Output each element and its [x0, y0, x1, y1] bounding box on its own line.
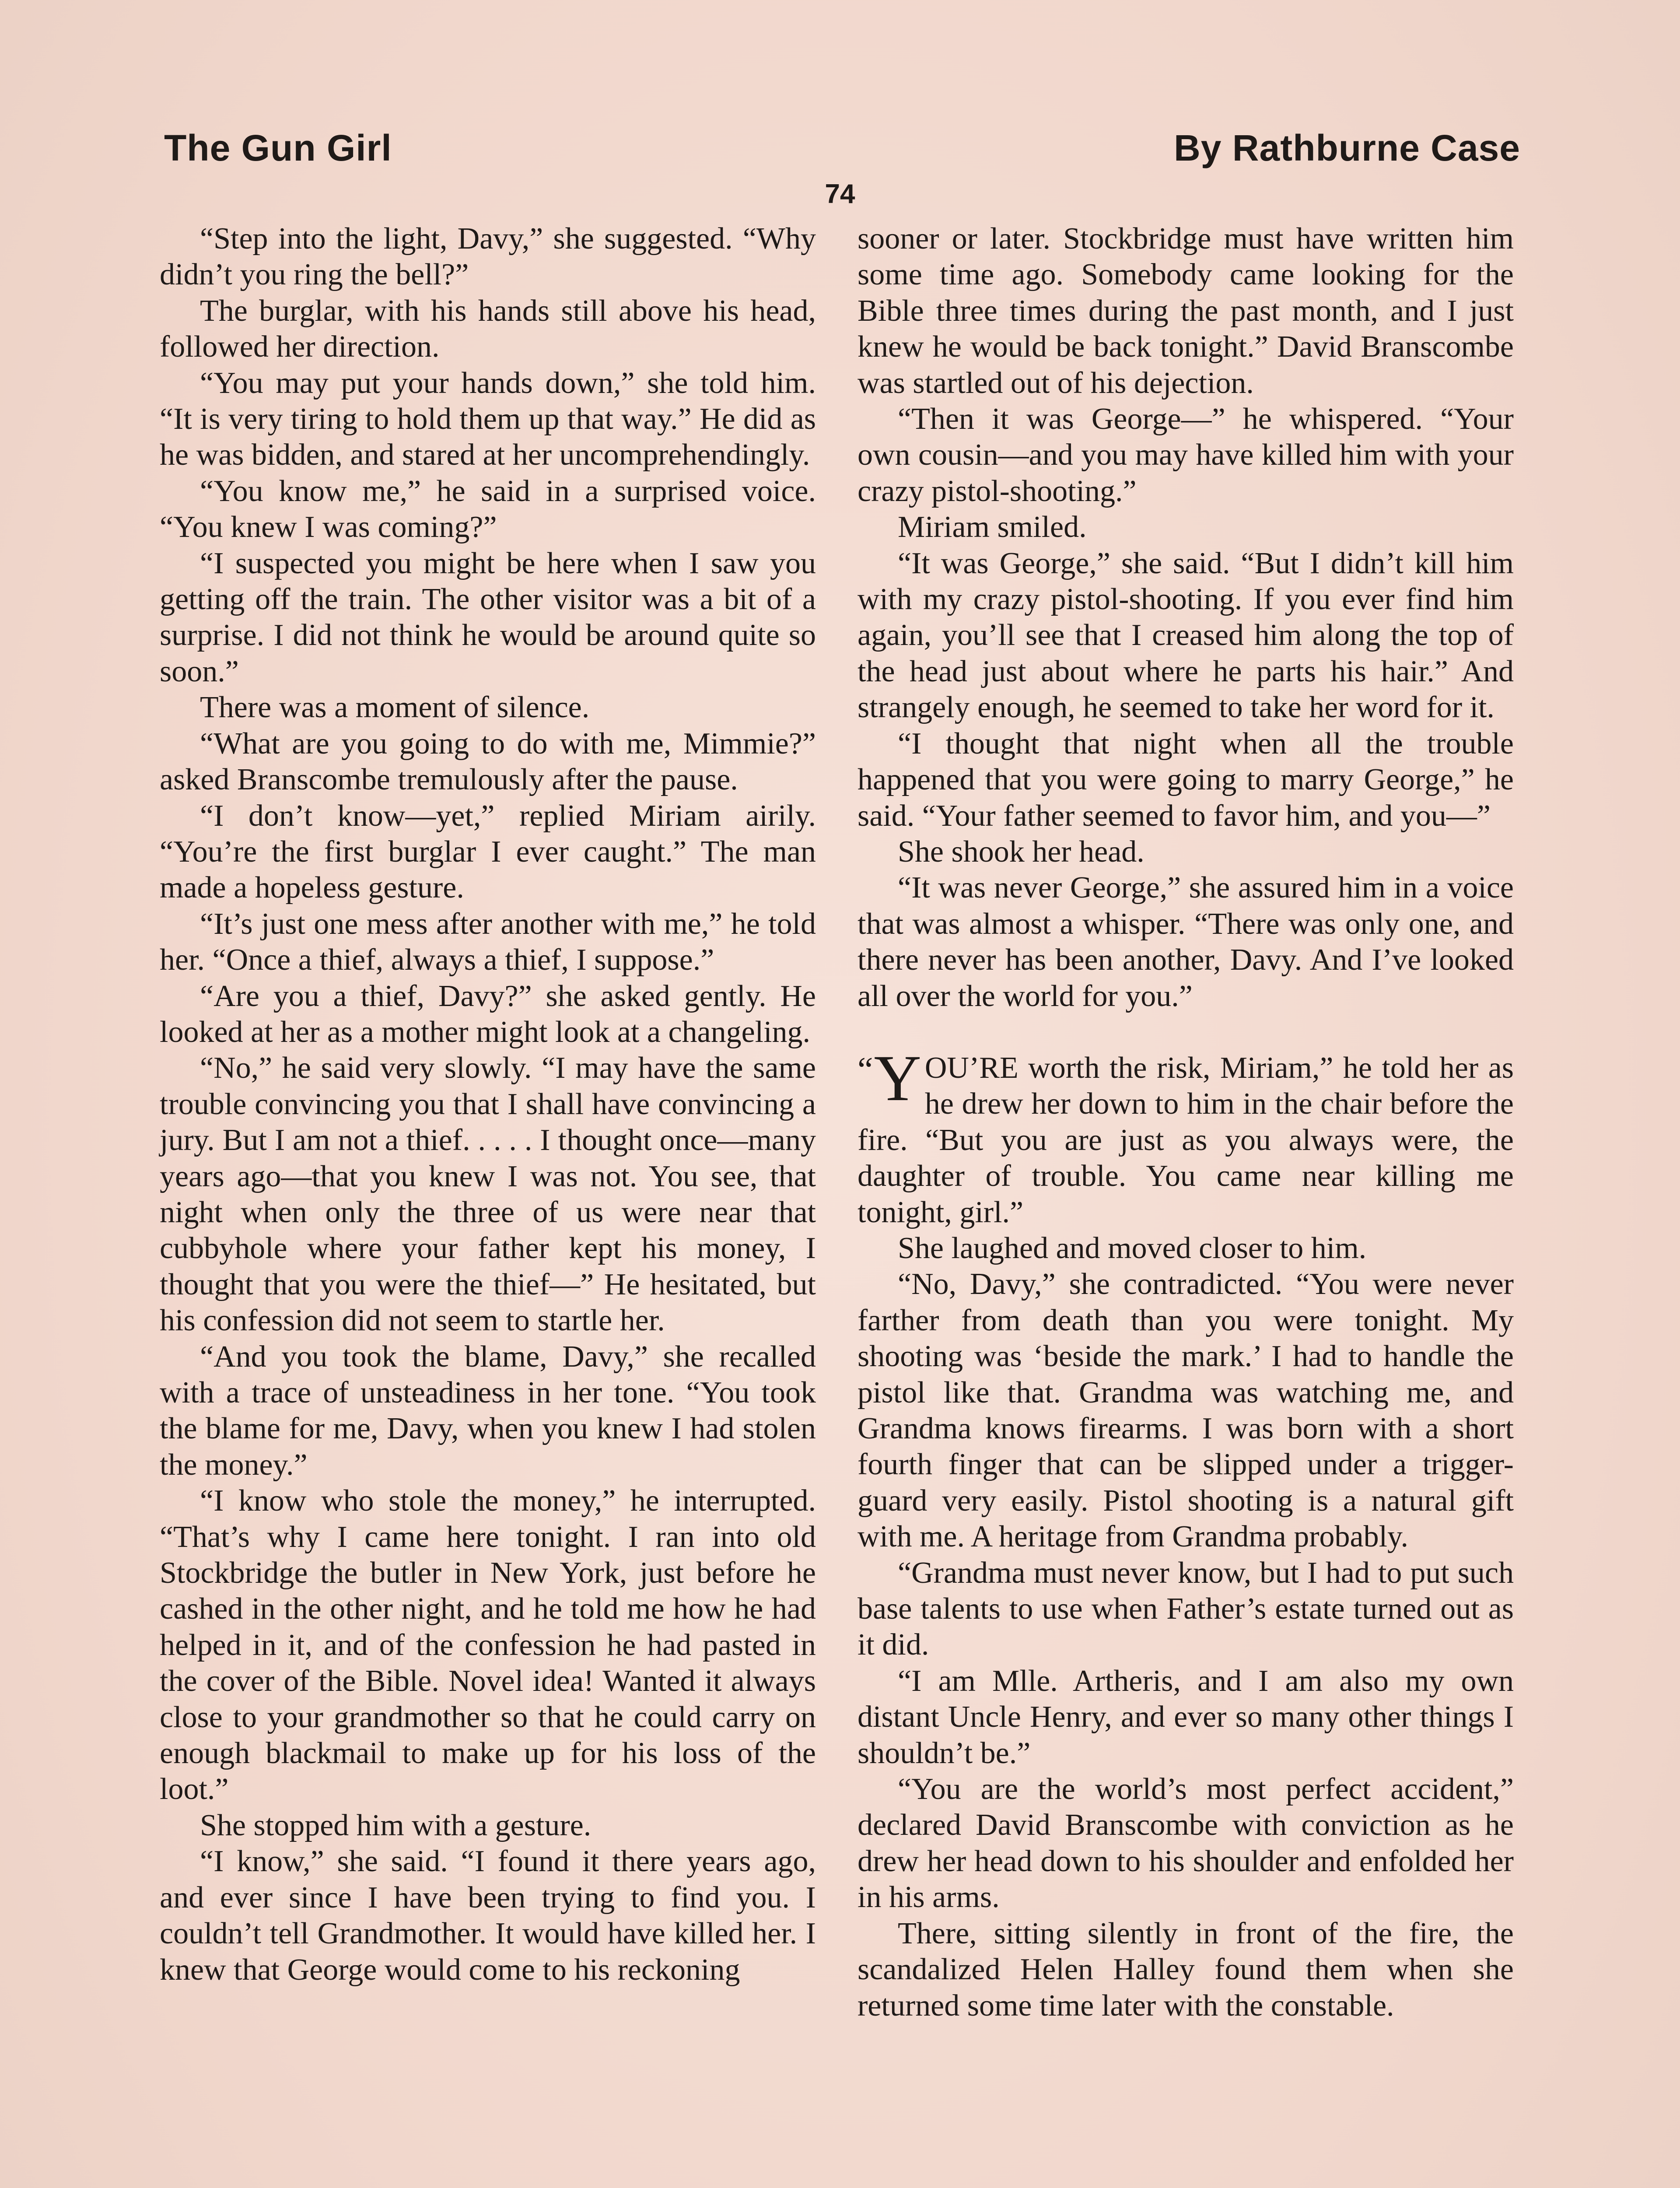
paragraph: “No, Davy,” she contradicted. “You were never farther from death than you were tonight. My shooting was ‘beside the mark.’ I had to handle the pistol like that. Grandma was watching me, and Grandma knows firearms. I was born with a short fourth finger that can be slipped under a trigger-guard very easily. Pistol shooting is a natural gift with me. A heritage from Grandma probably.: [858, 1267, 1514, 1554]
paragraph: Miriam smiled.: [898, 510, 1087, 544]
paragraph: “Grandma must never know, but I had to put such base talents to use when Father’s estate turned out as it did.: [858, 1556, 1514, 1662]
paragraph: “What are you going to do with me, Mimmie?” asked Branscombe tremulously after the pause.: [160, 726, 816, 797]
paragraph: “It was never George,” she assured him in a voice that was almost a whisper. “There was only one, and there never has been another, Davy. And I’ve looked all over the world for you.”: [858, 871, 1514, 1013]
dropcap-paragraph: [858, 1041, 1514, 1231]
paragraph: “I suspected you might be here when I saw you getting off the train. The other visitor was a bit of a surprise. I did not think he would be around quite so soon.”: [160, 546, 816, 688]
paragraph: “It’s just one mess after another with me,” he told her. “Once a thief, always a thief, I suppose.”: [160, 907, 816, 977]
paragraph: “You are the world’s most perfect accident,” declared David Branscombe with conviction as he drew her head down to his shoulder and enfolded her in his arms.: [858, 1772, 1514, 1914]
paragraph: There was a moment of silence.: [200, 691, 590, 725]
paragraph: There, sitting silently in front of the fire, the scandalized Helen Halley found them when she returned some time later with the constable.: [858, 1916, 1514, 2023]
paragraph: She shook her head.: [898, 835, 1144, 869]
story-title: The Gun Girl: [164, 127, 392, 168]
dropcap-quote: “: [858, 1050, 873, 1089]
paragraph: The burglar, with his hands still above his head, followed her direction.: [160, 294, 816, 364]
right-column: [858, 221, 1514, 2024]
paragraph: She laughed and moved closer to him.: [898, 1231, 1367, 1265]
story-author: By Rathburne Case: [1174, 127, 1520, 168]
left-column: [160, 221, 816, 1988]
paragraph: “I know,” she said. “I found it there years ago, and ever since I have been trying to find you. I couldn’t tell Grandmother. It would have killed her. I knew that George would come to his reckoning: [160, 1844, 816, 1987]
paragraph: sooner or later. Stockbridge must have written him some time ago. Somebody came looking for the Bible three times during the past month, and I just knew he would be back tonight.” David Branscombe was startled out of his dejection.: [858, 222, 1514, 400]
paragraph: “And you took the blame, Davy,” she recalled with a trace of unsteadiness in her tone. “You took the blame for me, Davy, when you knew I had stolen the money.”: [160, 1339, 816, 1482]
paragraph: “Are you a thief, Davy?” she asked gently. He looked at her as a mother might look at a changeling.: [160, 979, 816, 1049]
paragraph: “I don’t know—yet,” replied Miriam airily. “You’re the first burglar I ever caught.” The man made a hopeless gesture.: [160, 799, 816, 905]
dropcap-letter: Y: [874, 1041, 921, 1115]
page-number: 74: [825, 179, 855, 209]
paragraph: “You may put your hands down,” she told him. “It is very tiring to hold them up that way.” He did as he was bidden, and stared at her uncomprehendingly.: [160, 366, 816, 472]
paragraph: “Then it was George—” he whispered. “Your own cousin—and you may have killed him with your crazy pistol-shooting.”: [858, 402, 1514, 508]
paragraph: “Step into the light, Davy,” she suggested. “Why didn’t you ring the bell?”: [160, 222, 816, 292]
dropcap-paragraph-text: OU’RE worth the risk, Miriam,” he told her as he drew her down to him in the chair before the fire. “But you are just as you always were, the daughter of trouble. You came near killing me tonight, girl.”: [858, 1051, 1514, 1229]
paragraph: “You know me,” he said in a surprised voice. “You knew I was coming?”: [160, 474, 816, 544]
paragraph: “No,” he said very slowly. “I may have the same trouble convincing you that I shall have convincing a jury. But I am not a thief. . . . . I thought once—many years ago—that you knew I was not. You see, that night when only the three of us were near that cubbyhole where your father kept his money, I thought that you were the thief—” He hesitated, but his confession did not seem to startle her.: [160, 1051, 816, 1338]
section-break: [858, 1014, 1514, 1050]
paragraph: “It was George,” she said. “But I didn’t kill him with my crazy pistol-shooting. If you ever find him again, you’ll see that I creased him along the top of the head just about where he parts his hair.” And strangely enough, he seemed to take her word for it.: [858, 546, 1514, 725]
paragraph: She stopped him with a gesture.: [200, 1808, 592, 1842]
paragraph: “I am Mlle. Artheris, and I am also my own distant Uncle Henry, and ever so many other things I shouldn’t be.”: [858, 1664, 1514, 1770]
paragraph: “I know who stole the money,” he interrupted. “That’s why I came here tonight. I ran into old Stockbridge the butler in New York, just before he cashed in the other night, and he told me how he had helped in it, and of the confession he had pasted in the cover of the Bible. Novel idea! Wanted it always close to your grandmother so that he could carry on enough blackmail to make up for his loss of the loot.”: [160, 1484, 816, 1806]
paragraph: “I thought that night when all the trouble happened that you were going to marry George,” he said. “Your father seemed to favor him, and you—”: [858, 726, 1514, 833]
